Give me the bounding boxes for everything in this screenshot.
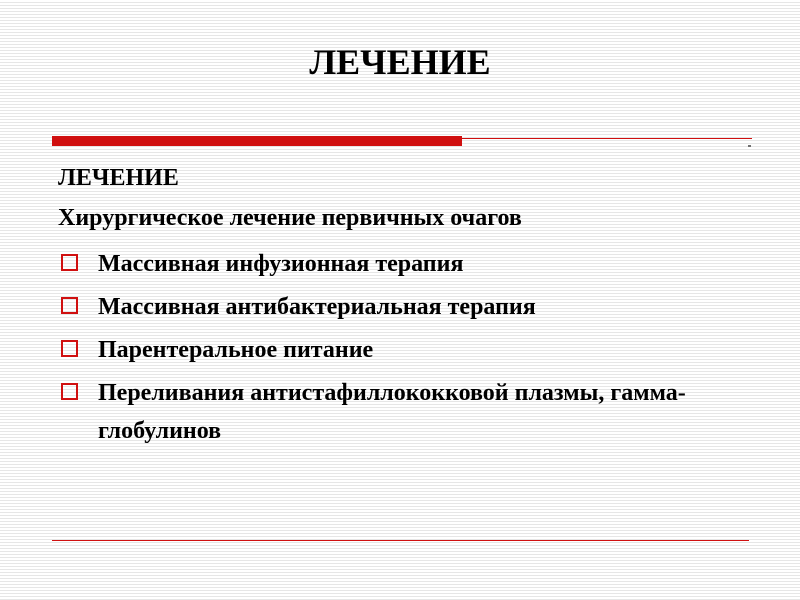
hollow-square-icon <box>61 297 78 314</box>
list-item-text: Парентеральное питание <box>98 337 374 363</box>
title-underline-tick <box>748 145 751 147</box>
hollow-square-icon <box>61 340 78 357</box>
title-underline-thin <box>462 138 752 139</box>
footer-rule <box>52 540 749 541</box>
list-item <box>58 245 748 283</box>
section-heading: ЛЕЧЕНИЕ <box>58 165 179 191</box>
intro-text: Хирургическое лечение первичных очагов <box>58 205 522 231</box>
list-item-text: Переливания антистафиллококковой плазмы, гамма-глобулинов <box>98 380 686 444</box>
slide-title: ЛЕЧЕНИЕ <box>309 42 491 82</box>
title-underline-thick <box>52 136 462 146</box>
list-item <box>58 374 748 450</box>
list-item <box>58 288 748 326</box>
hollow-square-icon <box>61 254 78 271</box>
list-item <box>58 331 748 369</box>
list-item-text: Массивная инфузионная терапия <box>98 251 464 277</box>
slide-body <box>58 160 748 455</box>
bullet-list <box>58 245 748 450</box>
hollow-square-icon <box>61 383 78 400</box>
list-item-text: Массивная антибактериальная терапия <box>98 294 536 320</box>
